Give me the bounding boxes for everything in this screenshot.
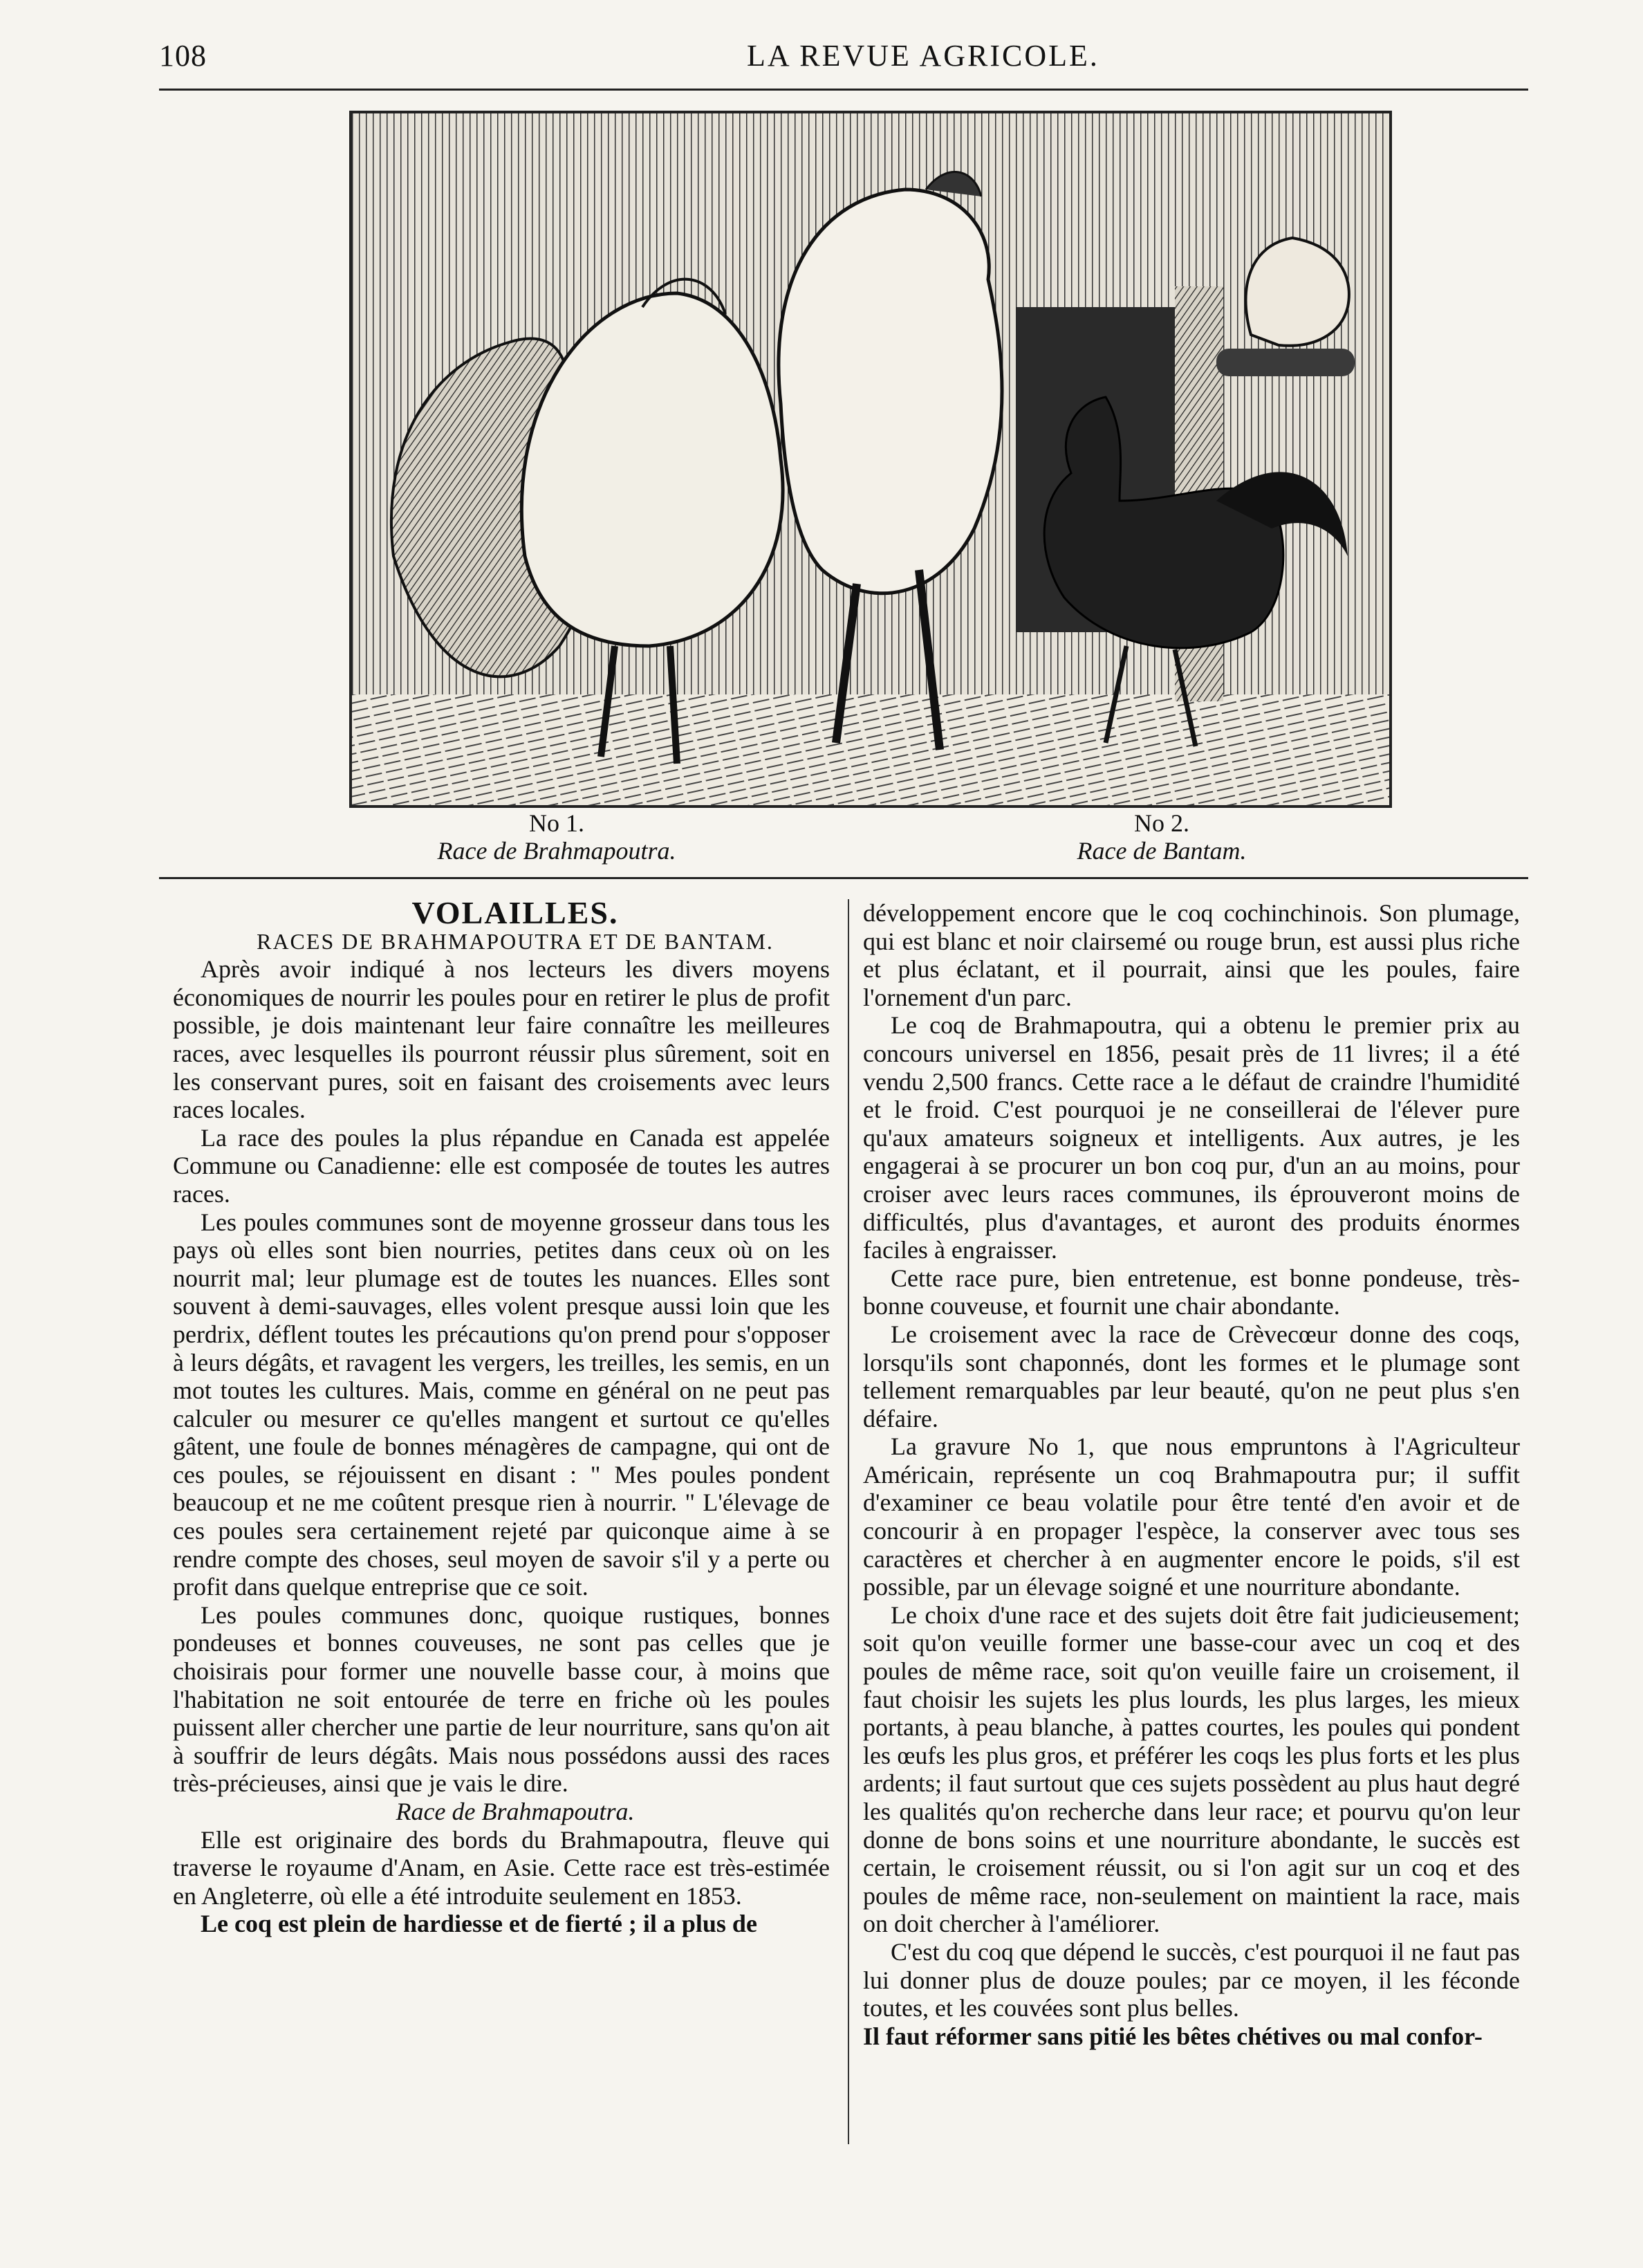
article-subtitle: RACES DE BRAHMAPOUTRA ET DE BANTAM. (257, 928, 774, 954)
section-subhead: Race de Brahmapoutra. (396, 1798, 635, 1825)
paragraph: Après avoir indiqué à nos lecteurs les divers moyens économiques de nourrir les poules pour en retirer le plus de profit possible, je dois maintenant leur faire connaître les meilleures races, avec lesquelles ils pourront réussir plus sûrement, soit en les conservant pures, soit en faisant des croisements avec leurs races locales. (173, 955, 830, 1124)
page-header (159, 38, 1528, 80)
engraving-illustration (352, 113, 1389, 805)
paragraph: Les poules communes sont de moyenne grosseur dans tous les pays où elles sont bien nourries, petites dans ceux où on les nourrit mal; leur plumage est de toutes les nuances. Elles sont souvent à demi-sauvages, elles volent presque aussi loin que les perdrix, déflent toutes les précautions qu'on prend pour s'opposer à leurs dégâts, et ravagent les vergers, les treilles, les semis, en un mot toutes les cultures. Mais, comme en général on ne peut pas calculer ou mesurer ce qu'elles mangent et surtout ce qu'elles gâtent, une foule de bonnes ménagères de campagne, qui ont de ces poules, se réjouissent en disant : " Mes poules pondent beaucoup et ne me coûtent presque rien à nourrir. " L'élevage de ces poules sera certainement rejeté par quiconque aime à se rendre compte des choses, seul moyen de savoir s'il y a perte ou profit dans quelque entreprise que ce soit. (173, 1208, 830, 1601)
article-title: VOLAILLES. (411, 895, 619, 930)
header-rule (159, 89, 1528, 91)
paragraph: C'est du coq que dépend le succès, c'est pourquoi il ne faut pas lui donner plus de douze poules; par ce moyen, il les féconde toutes, et les couvées sont plus belles. (863, 1937, 1520, 2022)
paragraph: Le coq est plein de hardiesse et de fierté ; il a plus de (201, 1910, 757, 1938)
paragraph: Le coq de Brahmapoutra, qui a obtenu le premier prix au concours universel en 1856, pesait près de 11 livres; il a été vendu 2,500 francs. Cette race a le défaut de craindre l'humidité et le froid. C'est pourquoi je ne conseillerai de l'élever pure qu'aux amateurs soigneux et intelligents. Aux autres, je les engagerai à se procurer un bon coq pur, d'un an au moins, pour croiser avec leurs races communes, ils éprouveront moins de difficultés, plus d'avantages, et auront des produits énormes faciles à engraisser. (863, 1011, 1520, 1264)
figure-caption-1 (418, 809, 695, 865)
caption-number: No 1. (529, 809, 584, 837)
caption-number: No 2. (1134, 809, 1189, 837)
running-title: LA REVUE AGRICOLE. (747, 39, 1099, 73)
paragraph: Les poules communes donc, quoique rustiques, bonnes pondeuses et bonnes couveuses, ne sont pas celles que je choisirais pour former une nouvelle basse cour, à moins que l'habitation ne soit entourée de terre en friche où les poules puissent aller chercher une partie de leur nourriture, sans qu'on ait à souffrir de leurs dégâts. Mais nous possédons aussi des races très-précieuses, ainsi que je vais le dire. (173, 1601, 830, 1798)
caption-breed: Race de Bantam. (1077, 837, 1247, 865)
paragraph: La gravure No 1, que nous empruntons à l'Agriculteur Américain, représente un coq Brahmapoutra pur; il suffit d'examiner ce beau volatile pour être tenté d'en avoir et de concourir à en propager l'espèce, la conserver avec tous ses caractères et chercher à en augmenter encore le poids, s'il est possible, par un élevage soigné et une nourriture abondante. (863, 1432, 1520, 1601)
paragraph: Le croisement avec la race de Crèvecœur donne des coqs, lorsqu'ils sont chaponnés, dont les formes et le plumage sont tellement remarquables par leur beauté, qu'on ne peut plus s'en défaire. (863, 1320, 1520, 1432)
paragraph: développement encore que le coq cochinchinois. Son plumage, qui est blanc et noir clairsemé ou rouge brun, est aussi plus riche et plus éclatant, et il pourrait, ainsi que les poules, faire l'ornement d'un parc. (863, 899, 1520, 1011)
paragraph: Elle est originaire des bords du Brahmapoutra, fleuve qui traverse le royaume d'Anam, en Asie. Cette race est très-estimée en Angleterre, où elle a été introduite seulement en 1853. (173, 1825, 830, 1910)
paragraph: La race des poules la plus répandue en Canada est appelée Commune ou Canadienne: elle est composée de toutes les autres races. (173, 1123, 830, 1208)
paragraph: Le choix d'une race et des sujets doit être fait judicieusement; soit qu'on veuille former une basse-cour avec un coq et des poules de même race, soit qu'on veuille faire un croisement, il faut choisir les sujets les plus lourds, les plus larges, les mieux portants, à peau blanche, à pattes courtes, les poules qui pondent les œufs les plus gros, et préférer les coqs les plus forts et les plus ardents; il faut surtout que ces sujets possèdent au plus haut degré les qualités qu'on recherche dans leur race; et pourvu qu'on leur donne de bons soins et une nourriture abondante, le succès est certain, le croisement réussit, ou si l'on agit sur un coq et des poules de même race, non-seulement on maintient la race, mais on doit chercher à l'améliorer. (863, 1601, 1520, 1938)
figure-caption-2 (1023, 809, 1300, 865)
paragraph: Cette race pure, bien entretenue, est bonne pondeuse, très-bonne couveuse, et fournit une chair abondante. (863, 1264, 1520, 1320)
caption-breed: Race de Brahmapoutra. (437, 837, 676, 865)
article-column-right (863, 899, 1520, 2050)
figure-rule (159, 877, 1528, 879)
paragraph: Il faut réformer sans pitié les bêtes chétives ou mal confor- (863, 2022, 1483, 2050)
article-column-left (173, 895, 830, 1938)
column-divider (848, 899, 849, 2144)
poultry-engraving (349, 111, 1392, 808)
page-number: 108 (159, 39, 207, 73)
